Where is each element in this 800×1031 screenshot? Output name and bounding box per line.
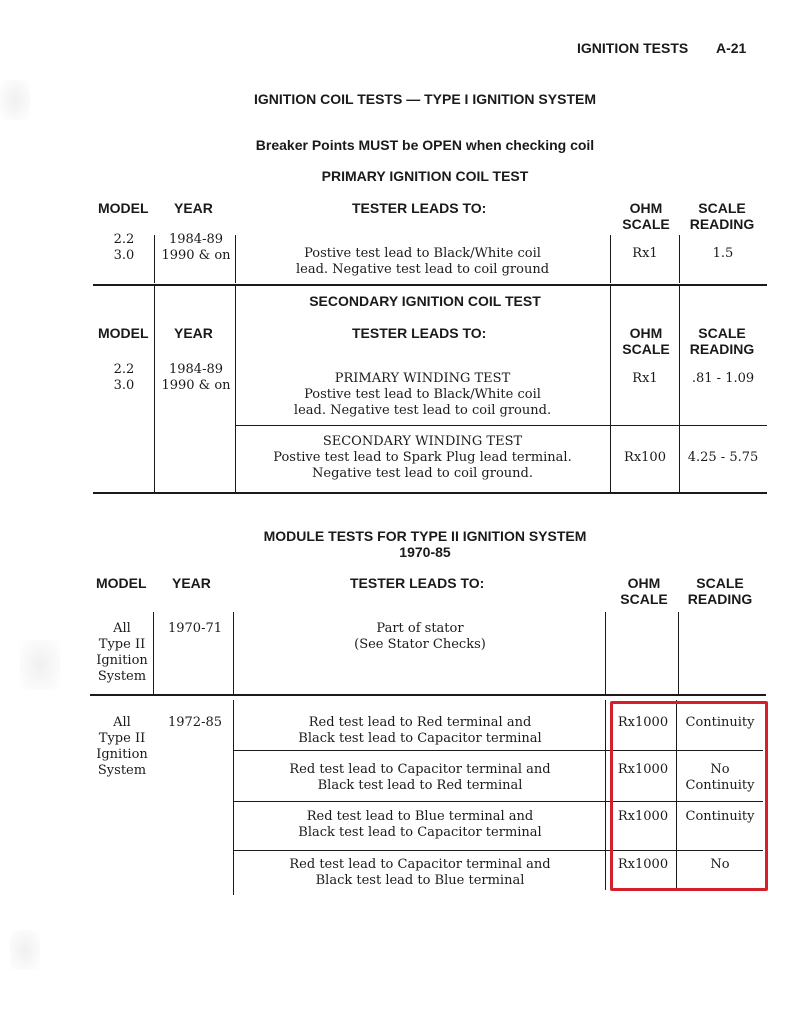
scale-reading-value: .81 - 1.09 xyxy=(691,371,755,386)
column-divider xyxy=(235,286,236,493)
header-year: YEAR xyxy=(174,325,213,341)
model-cell xyxy=(94,715,150,779)
header-scale: SCALE xyxy=(696,575,744,591)
lead-line: Red test lead to Red terminal and xyxy=(308,715,532,730)
model-value: System xyxy=(97,763,147,778)
header-scale: SCALE xyxy=(620,591,668,607)
ohm-scale-value: Rx100 xyxy=(624,450,666,465)
model-value: 2.2 xyxy=(113,362,135,377)
year-cell xyxy=(158,232,234,264)
lead-line: Part of stator xyxy=(376,621,464,636)
column-divider xyxy=(233,700,234,895)
lead-line: Negative test lead to coil ground. xyxy=(312,466,533,481)
table-rule xyxy=(90,694,766,696)
page-number: A-21 xyxy=(716,40,747,56)
module-title: MODULE TESTS FOR TYPE II IGNITION SYSTEM xyxy=(263,528,587,544)
header-ohm-scale xyxy=(614,575,674,607)
column-divider xyxy=(154,235,155,283)
lead-line: Postive test lead to Spark Plug lead terminal. xyxy=(273,450,572,465)
lead-line: lead. Negative test lead to coil ground xyxy=(295,262,550,277)
header-reading: READING xyxy=(689,341,755,357)
year-value: 1970-71 xyxy=(167,621,223,636)
ohm-scale-value: Rx1 xyxy=(632,371,658,386)
header-scale: SCALE xyxy=(622,216,670,232)
lead-line: SECONDARY WINDING TEST xyxy=(322,434,523,449)
scale-reading-value: 4.25 - 5.75 xyxy=(687,450,759,465)
header-year: YEAR xyxy=(172,575,211,591)
column-divider xyxy=(678,612,679,695)
lead-line: Postive test lead to Black/White coil xyxy=(304,387,541,402)
lead-line: Black test lead to Red terminal xyxy=(317,778,523,793)
model-value: System xyxy=(97,669,147,684)
page-title: IGNITION COIL TESTS — TYPE I IGNITION SYSTEM xyxy=(254,91,596,107)
year-cell xyxy=(158,362,234,394)
model-cell xyxy=(104,232,144,264)
column-divider xyxy=(605,700,606,890)
year-value: 1990 & on xyxy=(161,378,231,393)
reading-line: No xyxy=(710,762,730,777)
header-reading: READING xyxy=(687,591,753,607)
reading-line: Continuity xyxy=(685,778,755,793)
header-scale-reading xyxy=(682,200,762,232)
tester-leads-cell xyxy=(236,762,604,794)
model-value: Type II xyxy=(98,637,146,652)
reading-line: Continuity xyxy=(685,809,755,824)
reading-line: Continuity xyxy=(685,715,755,730)
ohm-scale-value: Rx1000 xyxy=(617,857,669,872)
header-ohm-scale xyxy=(616,200,676,232)
model-cell xyxy=(104,362,144,394)
lead-line: PRIMARY WINDING TEST xyxy=(334,371,511,386)
model-value: 2.2 xyxy=(113,232,135,247)
header-reading: READING xyxy=(689,216,755,232)
model-value: 3.0 xyxy=(113,378,135,393)
header-model: MODEL xyxy=(98,325,149,341)
header-ohm: OHM xyxy=(629,325,663,341)
tester-leads-cell xyxy=(236,857,604,889)
ohm-scale-value: Rx1000 xyxy=(617,809,669,824)
tester-leads-cell xyxy=(236,809,604,841)
highlight-box xyxy=(610,701,768,891)
model-cell xyxy=(94,621,150,685)
column-divider xyxy=(679,286,680,493)
tester-leads-cell xyxy=(240,434,605,482)
column-divider xyxy=(605,612,606,695)
year-value: 1984-89 xyxy=(168,232,224,247)
row-divider xyxy=(235,425,767,426)
model-value: Ignition xyxy=(96,747,148,762)
lead-line: Red test lead to Capacitor terminal and xyxy=(289,762,551,777)
scan-smudge xyxy=(20,640,60,690)
header-scale: SCALE xyxy=(622,341,670,357)
running-header: IGNITION TESTS xyxy=(577,40,689,56)
header-scale-reading xyxy=(680,575,760,607)
lead-line: lead. Negative test lead to coil ground. xyxy=(293,403,552,418)
reading-line: No xyxy=(710,857,730,872)
column-divider xyxy=(154,286,155,493)
secondary-heading: SECONDARY IGNITION COIL TEST xyxy=(309,293,541,309)
module-years: 1970-85 xyxy=(399,544,451,560)
table-rule xyxy=(93,284,767,286)
column-divider xyxy=(153,612,154,695)
breaker-note: Breaker Points MUST be OPEN when checking coil xyxy=(255,137,595,153)
column-divider xyxy=(679,235,680,283)
header-scale-reading xyxy=(682,325,762,357)
model-value: Ignition xyxy=(96,653,148,668)
model-value: 3.0 xyxy=(113,248,135,263)
column-divider xyxy=(233,612,234,695)
lead-line: Black test lead to Capacitor terminal xyxy=(298,731,542,746)
tester-leads-cell xyxy=(236,621,604,653)
tester-leads-cell xyxy=(240,371,605,419)
model-value: All xyxy=(113,715,131,730)
header-tester-leads: TESTER LEADS TO: xyxy=(352,200,487,216)
table-rule xyxy=(93,492,767,494)
header-year: YEAR xyxy=(174,200,213,216)
header-model: MODEL xyxy=(98,200,149,216)
ohm-scale-value: Rx1 xyxy=(632,246,658,261)
header-ohm-scale xyxy=(616,325,676,357)
lead-line: Red test lead to Capacitor terminal and xyxy=(289,857,551,872)
column-divider xyxy=(610,286,611,493)
header-tester-leads: TESTER LEADS TO: xyxy=(350,575,485,591)
lead-line: Red test lead to Blue terminal and xyxy=(306,809,534,824)
lead-line: Postive test lead to Black/White coil xyxy=(304,246,541,261)
model-value: All xyxy=(113,621,131,636)
model-value: Type II xyxy=(98,731,146,746)
header-scale: SCALE xyxy=(698,325,746,341)
year-value: 1990 & on xyxy=(161,248,231,263)
lead-line: Black test lead to Blue terminal xyxy=(315,873,525,888)
tester-leads-cell xyxy=(240,246,605,278)
scale-reading-value: 1.5 xyxy=(712,246,734,261)
ohm-scale-value: Rx1000 xyxy=(617,715,669,730)
column-divider xyxy=(235,235,236,283)
year-value: 1972-85 xyxy=(167,715,223,730)
scan-smudge xyxy=(10,930,40,970)
ohm-scale-value: Rx1000 xyxy=(617,762,669,777)
header-ohm: OHM xyxy=(627,575,661,591)
lead-line: Black test lead to Capacitor terminal xyxy=(298,825,542,840)
primary-heading: PRIMARY IGNITION COIL TEST xyxy=(321,168,529,184)
tester-leads-cell xyxy=(236,715,604,747)
column-divider xyxy=(610,235,611,283)
header-scale: SCALE xyxy=(698,200,746,216)
year-value: 1984-89 xyxy=(168,362,224,377)
header-tester-leads: TESTER LEADS TO: xyxy=(352,325,487,341)
header-ohm: OHM xyxy=(629,200,663,216)
lead-line: (See Stator Checks) xyxy=(354,637,486,652)
header-model: MODEL xyxy=(96,575,147,591)
